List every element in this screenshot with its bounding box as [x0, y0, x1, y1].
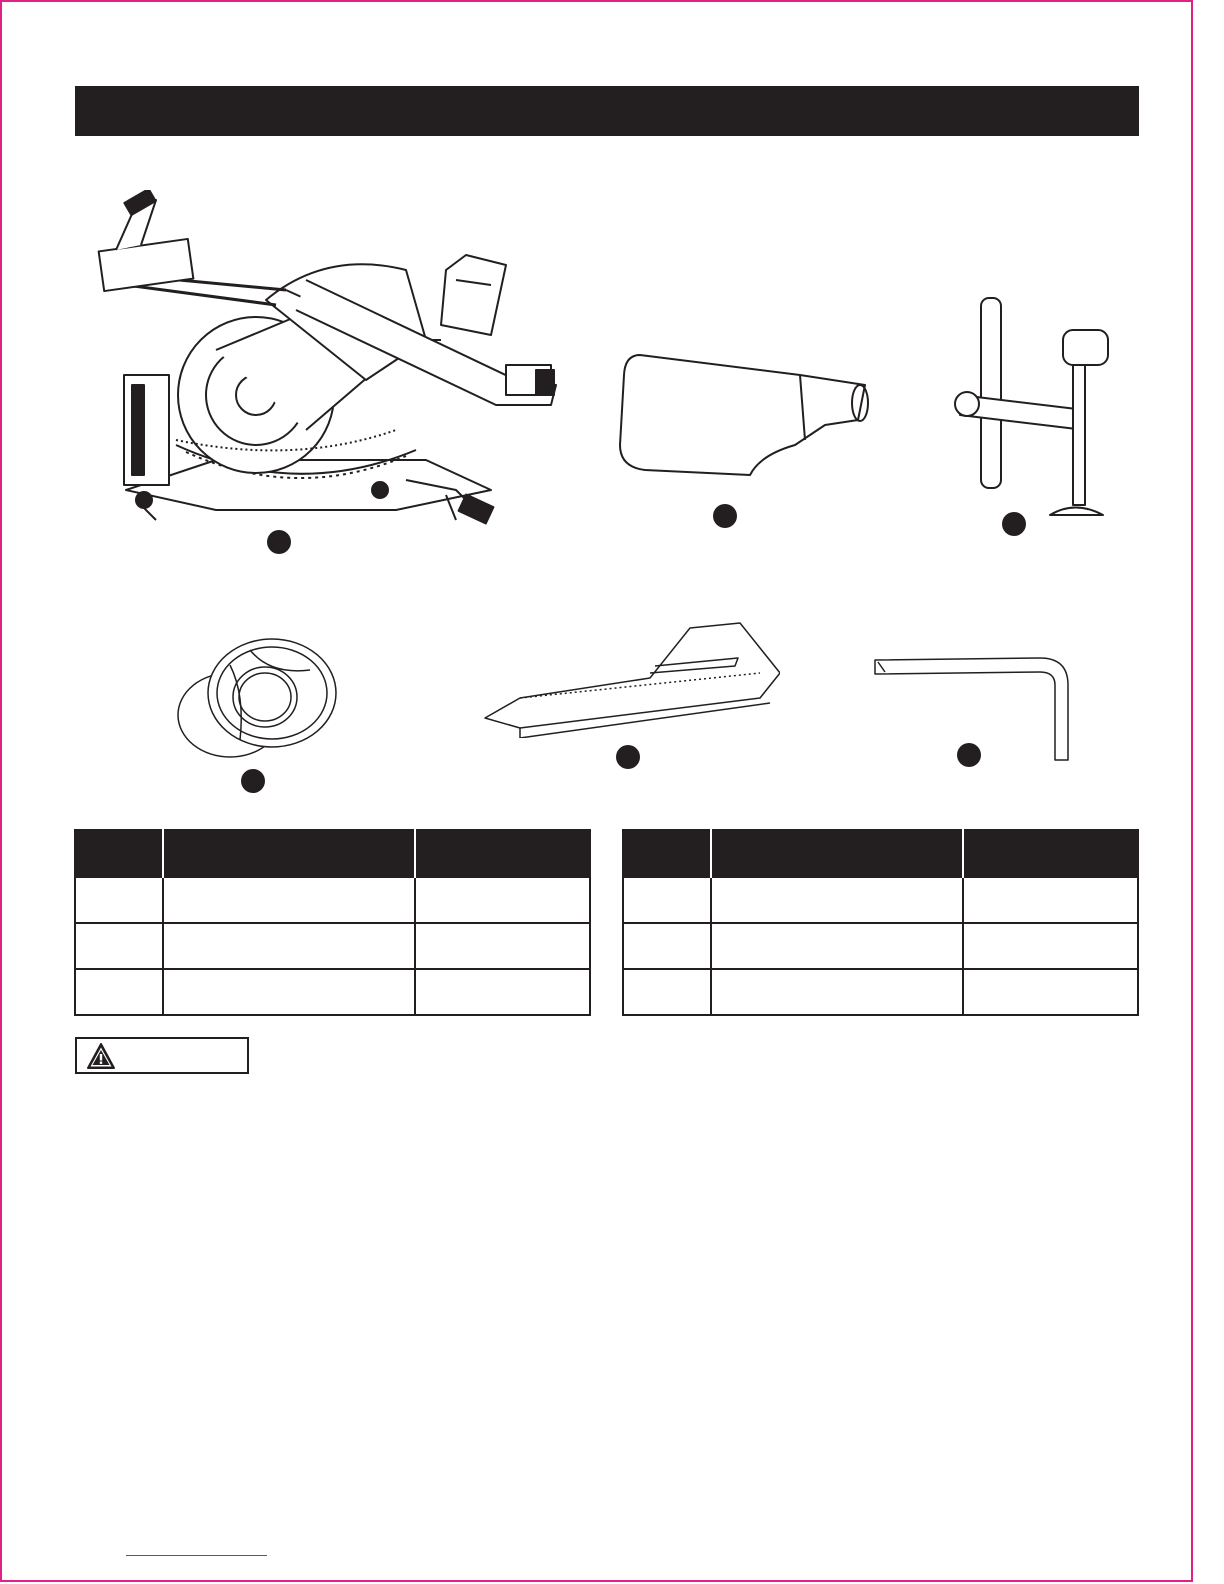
table-cell [75, 923, 163, 969]
table-cell [415, 877, 590, 923]
table-cell [711, 877, 963, 923]
parts-table-left [74, 829, 591, 1016]
table-row [75, 969, 590, 1015]
table-cell [963, 969, 1138, 1015]
column-header-description [163, 830, 415, 877]
table-row [623, 877, 1138, 923]
section-title [75, 98, 89, 123]
column-header-quantity [963, 830, 1138, 877]
extension-support-illustration [480, 618, 780, 738]
table-cell [963, 877, 1138, 923]
figure-marker-miter-saw [267, 530, 291, 554]
table-row [623, 923, 1138, 969]
parts-table-right [622, 829, 1139, 1016]
dust-bag-illustration [610, 345, 875, 480]
table-row [75, 877, 590, 923]
table-cell [711, 923, 963, 969]
column-header-part [75, 830, 163, 877]
table-cell [711, 969, 963, 1015]
table-header-row [75, 830, 590, 877]
figure-marker-extension-support [616, 745, 640, 769]
table-cell [623, 877, 711, 923]
table-cell [75, 969, 163, 1015]
dust-port-adapter-illustration [170, 635, 340, 760]
table-cell [163, 923, 415, 969]
figure-marker-dust-bag [713, 504, 737, 528]
warning-triangle-icon [86, 1042, 116, 1070]
table-cell [623, 923, 711, 969]
miter-saw-illustration [96, 190, 566, 535]
table-cell [623, 969, 711, 1015]
table-cell [75, 877, 163, 923]
section-header-bar [75, 86, 1139, 136]
figure-marker-dust-port-adapter [241, 769, 265, 793]
table-cell [415, 923, 590, 969]
column-header-quantity [415, 830, 590, 877]
table-row [75, 923, 590, 969]
table-cell [963, 923, 1138, 969]
table-cell [415, 969, 590, 1015]
work-clamp-illustration [945, 290, 1115, 525]
column-header-description [711, 830, 963, 877]
figure-marker-hex-wrench [957, 743, 981, 767]
table-header-row [623, 830, 1138, 877]
column-header-part [623, 830, 711, 877]
table-row [623, 969, 1138, 1015]
table-cell [163, 877, 415, 923]
table-cell [163, 969, 415, 1015]
caution-box [75, 1037, 249, 1074]
figure-marker-work-clamp [1002, 512, 1026, 536]
footer-link[interactable] [126, 1555, 267, 1556]
